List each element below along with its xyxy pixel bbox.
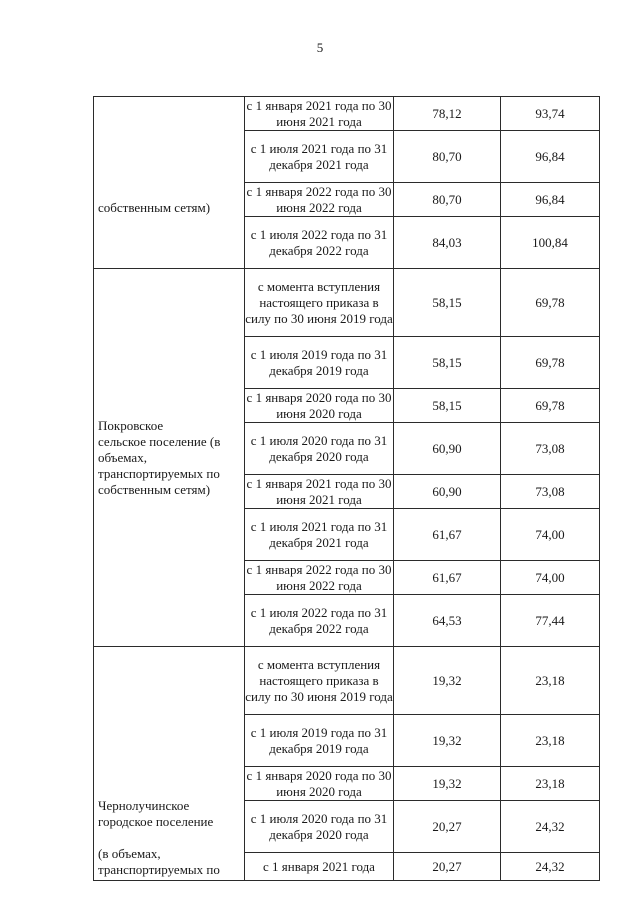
tariff-value-cell: 60,90 xyxy=(394,423,501,475)
territory-label-line: городское поселение xyxy=(98,814,214,829)
tariff-value-cell: 61,67 xyxy=(394,509,501,561)
tariff-value-cell: 58,15 xyxy=(394,337,501,389)
tariff-value-cell: 58,15 xyxy=(394,389,501,423)
period-cell: с 1 января 2022 года по 30 июня 2022 года xyxy=(245,561,394,595)
tariff-value-cell: 19,32 xyxy=(394,767,501,801)
tariff-value-vat-cell: 77,44 xyxy=(501,595,600,647)
tariff-value-cell: 84,03 xyxy=(394,217,501,269)
territory-label-line: транспортируемых по xyxy=(98,862,220,877)
tariff-value-vat-cell: 96,84 xyxy=(501,131,600,183)
period-cell: с момента вступления настоящего приказа в силу по 30 июня 2019 года xyxy=(245,269,394,337)
tariff-value-cell: 80,70 xyxy=(394,183,501,217)
tariff-value-cell: 58,15 xyxy=(394,269,501,337)
table-row xyxy=(94,647,600,715)
territory-label-line: (в объемах, xyxy=(98,846,161,861)
page-number: 5 xyxy=(316,40,324,55)
period-cell: с 1 июля 2020 года по 31 декабря 2020 года xyxy=(245,801,394,853)
tariff-value-vat-cell: 100,84 xyxy=(501,217,600,269)
tariff-table xyxy=(93,96,600,881)
tariff-value-cell: 78,12 xyxy=(394,97,501,131)
period-cell: с 1 января 2021 года по 30 июня 2021 года xyxy=(245,475,394,509)
tariff-value-vat-cell: 69,78 xyxy=(501,389,600,423)
territory-label-line: объемах, xyxy=(98,449,147,465)
tariff-value-vat-cell: 23,18 xyxy=(501,647,600,715)
period-cell: с 1 июля 2021 года по 31 декабря 2021 года xyxy=(245,131,394,183)
tariff-value-vat-cell: 96,84 xyxy=(501,183,600,217)
tariff-value-cell: 20,27 xyxy=(394,801,501,853)
period-cell: с 1 июля 2019 года по 31 декабря 2019 года xyxy=(245,337,394,389)
tariff-value-vat-cell: 74,00 xyxy=(501,509,600,561)
table-row xyxy=(94,269,600,337)
territory-label-line xyxy=(98,830,244,846)
tariff-value-vat-cell: 24,32 xyxy=(501,853,600,881)
period-cell: с момента вступления настоящего приказа в силу по 30 июня 2019 года xyxy=(245,647,394,715)
period-cell: с 1 июля 2020 года по 31 декабря 2020 года xyxy=(245,423,394,475)
tariff-value-vat-cell: 24,32 xyxy=(501,801,600,853)
territory-label-line: Чернолучинское xyxy=(98,798,190,813)
period-cell: с 1 января 2021 года по 30 июня 2021 года xyxy=(245,97,394,131)
period-cell: с 1 января 2022 года по 30 июня 2022 года xyxy=(245,183,394,217)
period-cell: с 1 января 2020 года по 30 июня 2020 года xyxy=(245,389,394,423)
tariff-value-cell: 19,32 xyxy=(394,647,501,715)
territory-label-line: Покровское xyxy=(98,417,164,433)
period-cell: с 1 июля 2022 года по 31 декабря 2022 года xyxy=(245,217,394,269)
tariff-value-cell: 61,67 xyxy=(394,561,501,595)
tariff-value-cell: 80,70 xyxy=(394,131,501,183)
tariff-value-cell: 20,27 xyxy=(394,853,501,881)
territory-label-line: транспортируемых по xyxy=(98,465,220,481)
period-cell: с 1 июля 2019 года по 31 декабря 2019 года xyxy=(245,715,394,767)
tariff-value-cell: 60,90 xyxy=(394,475,501,509)
tariff-value-vat-cell: 73,08 xyxy=(501,423,600,475)
territory-cell xyxy=(94,269,245,647)
tariff-value-vat-cell: 69,78 xyxy=(501,337,600,389)
territory-label-line: собственным сетям) xyxy=(98,200,211,215)
tariff-value-vat-cell: 23,18 xyxy=(501,767,600,801)
period-cell: с 1 июля 2022 года по 31 декабря 2022 года xyxy=(245,595,394,647)
tariff-value-vat-cell: 93,74 xyxy=(501,97,600,131)
period-cell: с 1 января 2021 года xyxy=(245,853,394,881)
tariff-value-cell: 19,32 xyxy=(394,715,501,767)
period-cell: с 1 июля 2021 года по 31 декабря 2021 года xyxy=(245,509,394,561)
tariff-value-vat-cell: 73,08 xyxy=(501,475,600,509)
tariff-table-body xyxy=(94,97,600,881)
tariff-value-vat-cell: 74,00 xyxy=(501,561,600,595)
tariff-value-cell: 64,53 xyxy=(394,595,501,647)
tariff-value-vat-cell: 69,78 xyxy=(501,269,600,337)
table-row xyxy=(94,97,600,131)
period-cell: с 1 января 2020 года по 30 июня 2020 года xyxy=(245,767,394,801)
territory-cell xyxy=(94,647,245,881)
territory-cell xyxy=(94,97,245,269)
territory-label-line: сельское поселение (в xyxy=(98,433,221,449)
tariff-value-vat-cell: 23,18 xyxy=(501,715,600,767)
territory-label-line: собственным сетям) xyxy=(98,481,211,497)
